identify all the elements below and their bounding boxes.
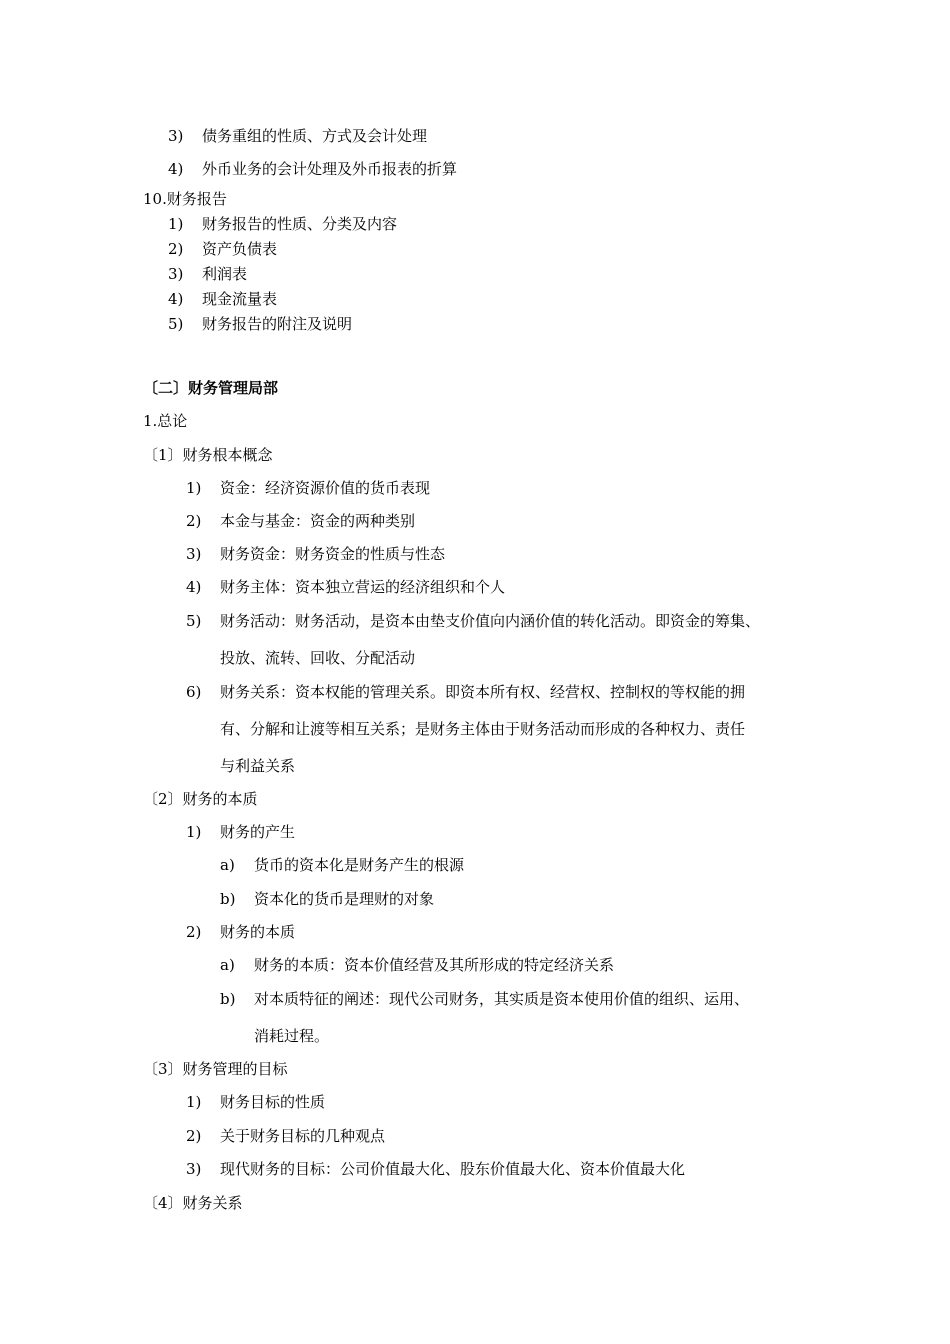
item-number: 3) (186, 1160, 202, 1178)
item-letter: b) (220, 990, 236, 1008)
item-number: 2) (168, 240, 184, 258)
item-text-continued: 有、分解和让渡等相互关系；是财务主体由于财务活动而形成的各种权力、责任 (220, 720, 746, 738)
subsection-title: 〔1〕财务根本概念 (143, 446, 273, 464)
subsection-title: 〔4〕财务关系 (143, 1194, 243, 1212)
item-text: 货币的资本化是财务产生的根源 (254, 856, 465, 874)
item-number: 3) (186, 545, 202, 563)
item-number: 1) (186, 823, 202, 841)
item-text: 债务重组的性质、方式及会计处理 (202, 127, 428, 145)
item-text: 财务的本质 (220, 923, 296, 941)
item-letter: a) (220, 956, 235, 974)
item-number: 2) (186, 512, 202, 530)
item-text: 财务报告的性质、分类及内容 (202, 215, 398, 233)
item-text: 财务关系：资本权能的管理关系。即资本所有权、经营权、控制权的等权能的拥 (220, 683, 746, 701)
item-number: 1) (186, 1093, 202, 1111)
section-heading: 〔二〕财务管理局部 (143, 379, 279, 397)
item-letter: b) (220, 890, 236, 908)
item-text: 财务报告的附注及说明 (202, 315, 353, 333)
item-text: 财务的本质：资本价值经营及其所形成的特定经济关系 (254, 956, 615, 974)
item-text: 现金流量表 (202, 290, 278, 308)
item-text: 资金：经济资源价值的货币表现 (220, 479, 431, 497)
item-text-continued: 消耗过程。 (254, 1027, 330, 1045)
item-number: 6) (186, 683, 202, 701)
item-text-continued: 与利益关系 (220, 757, 296, 775)
item-number: 5) (186, 612, 202, 630)
item-letter: a) (220, 856, 235, 874)
item-text: 对本质特征的阐述：现代公司财务，其实质是资本使用价值的组织、运用、 (254, 990, 750, 1008)
item-number: 4) (168, 160, 184, 178)
item-text: 财务活动：财务活动，是资本由垫支价值向内涵价值的转化活动。即资金的筹集、 (220, 612, 761, 630)
item-number: 2) (186, 1127, 202, 1145)
item-text: 外币业务的会计处理及外币报表的折算 (202, 160, 458, 178)
item-number: 2) (186, 923, 202, 941)
item-text: 资本化的货币是理财的对象 (254, 890, 435, 908)
chapter-title: 10.财务报告 (143, 190, 227, 208)
item-number: 4) (168, 290, 184, 308)
item-text: 财务资金：财务资金的性质与性态 (220, 545, 446, 563)
item-number: 3) (168, 265, 184, 283)
item-number: 5) (168, 315, 184, 333)
item-number: 3) (168, 127, 184, 145)
item-number: 1) (186, 479, 202, 497)
item-number: 4) (186, 578, 202, 596)
item-text: 财务的产生 (220, 823, 296, 841)
item-text: 财务目标的性质 (220, 1093, 326, 1111)
item-text: 本金与基金：资金的两种类别 (220, 512, 416, 530)
item-number: 1) (168, 215, 184, 233)
item-text: 资产负债表 (202, 240, 278, 258)
item-text: 关于财务目标的几种观点 (220, 1127, 386, 1145)
item-text-continued: 投放、流转、回收、分配活动 (220, 649, 416, 667)
subsection-title: 〔2〕财务的本质 (143, 790, 258, 808)
chapter-title: 1.总论 (143, 412, 188, 430)
item-text: 利润表 (202, 265, 248, 283)
item-text: 财务主体：资本独立营运的经济组织和个人 (220, 578, 506, 596)
subsection-title: 〔3〕财务管理的目标 (143, 1060, 288, 1078)
item-text: 现代财务的目标：公司价值最大化、股东价值最大化、资本价值最大化 (220, 1160, 686, 1178)
